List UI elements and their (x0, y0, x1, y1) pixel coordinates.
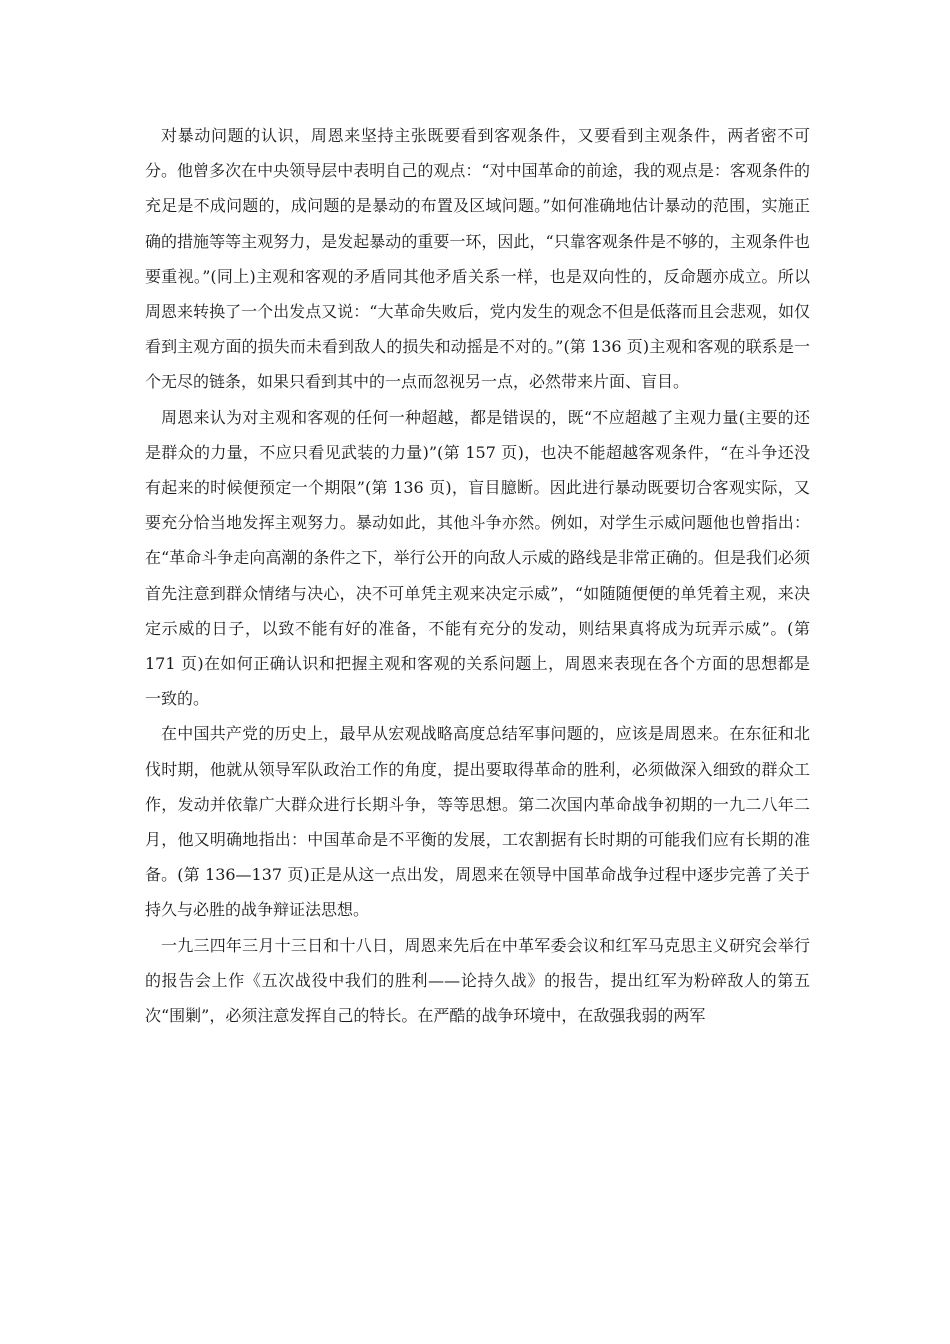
document-body (145, 118, 810, 1033)
paragraph: 周恩来认为对主观和客观的任何一种超越，都是错误的，既“不应超越了主观力量(主要的还是群众的力量，不应只看见武装的力量)”(第 157 页)，也决不能超越客观条件，“在斗争还没有起来的时候便预定一个期限”(第 136 页)，盲目臆断。因此进行暴动既要切合客观实际，又要充分恰当地发挥主观努力。暴动如此，其他斗争亦然。例如，对学生示威问题他也曾指出：在“革命斗争走向高潮的条件之下，举行公开的向敌人示威的路线是非常正确的。但是我们必须首先注意到群众情绪与决心，决不可单凭主观来决定示威”，“如随随便便的单凭着主观，来决定示威的日子，以致不能有好的准备，不能有充分的发动，则结果真将成为玩弄示威”。(第 171 页)在如何正确认识和把握主观和客观的关系问题上，周恩来表现在各个方面的思想都是一致的。 (145, 407, 810, 709)
paragraph: 在中国共产党的历史上，最早从宏观战略高度总结军事问题的，应该是周恩来。在东征和北伐时期，他就从领导军队政治工作的角度，提出要取得革命的胜利，必须做深入细致的群众工作，发动并依靠广大群众进行长期斗争，等等思想。第二次国内革命战争初期的一九二八年二月，他又明确地指出：中国革命是不平衡的发展，工农割据有长时期的可能我们应有长期的准备。(第 136—137 页)正是从这一点出发，周恩来在领导中国革命战争过程中逐步完善了关于持久与必胜的战争辩证法思想。 (145, 724, 810, 920)
paragraph: 对暴动问题的认识，周恩来坚持主张既要看到客观条件，又要看到主观条件，两者密不可分。他曾多次在中央领导层中表明自己的观点：“对中国革命的前途，我的观点是：客观条件的充足是不成问题的，成问题的是暴动的布置及区域问题。”如何准确地估计暴动的范围，实施正确的措施等等主观努力，是发起暴动的重要一环，因此，“只靠客观条件是不够的，主观条件也要重视。”(同上)主观和客观的矛盾同其他矛盾关系一样，也是双向性的，反命题亦成立。所以周恩来转换了一个出发点又说：“大革命失败后，党内发生的观念不但是低落而且会悲观，如仅看到主观方面的损失而未看到敌人的损失和动摇是不对的。”(第 136 页)主观和客观的联系是一个无尽的链条，如果只看到其中的一点而忽视另一点，必然带来片面、盲目。 (145, 126, 810, 392)
paragraph: 一九三四年三月十三日和十八日，周恩来先后在中革军委会议和红军马克思主义研究会举行的报告会上作《五次战役中我们的胜利——论持久战》的报告，提出红军为粉碎敌人的第五次“围剿”，必须注意发挥自己的特长。在严酷的战争环境中，在敌强我弱的两军 (145, 935, 810, 1026)
